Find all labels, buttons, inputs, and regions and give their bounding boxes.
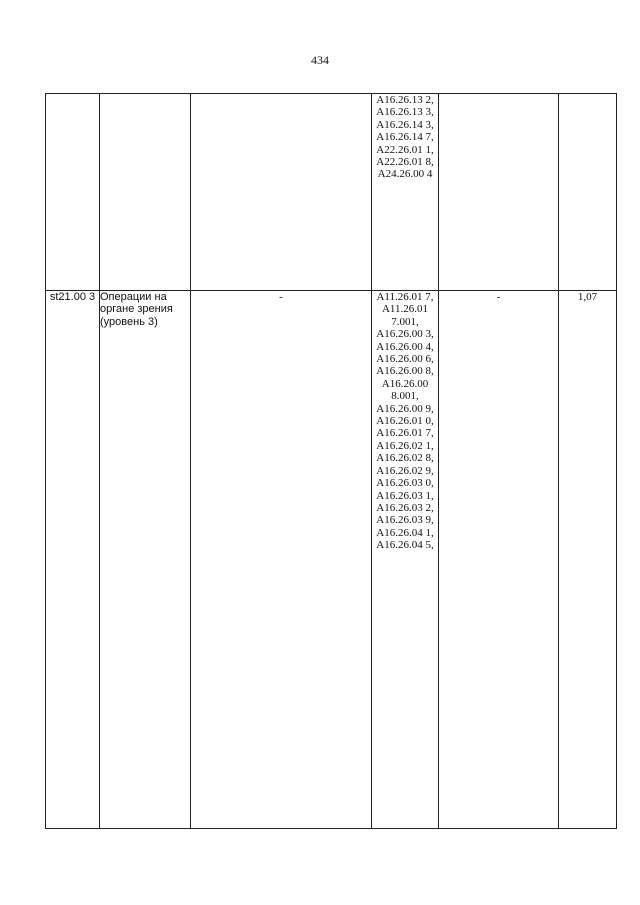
service-code: A16.26.01 0, bbox=[376, 415, 434, 428]
service-code: A16.26.03 0, bbox=[376, 477, 434, 490]
service-code: A16.26.13 3, bbox=[376, 106, 434, 119]
diagnosis-cell: - bbox=[191, 291, 372, 829]
diagnosis-cell bbox=[191, 94, 372, 291]
service-code: A16.26.03 1, bbox=[376, 489, 434, 502]
coefficient-cell bbox=[559, 94, 617, 291]
table-row bbox=[46, 94, 617, 291]
tariff-table bbox=[45, 93, 617, 829]
service-code: A16.26.00 9, bbox=[376, 402, 434, 415]
other-criteria-cell: - bbox=[439, 291, 559, 829]
code-cell bbox=[46, 94, 100, 291]
code-cell: st21.00 3 bbox=[46, 291, 100, 829]
service-code: A16.26.00 4, bbox=[376, 340, 434, 353]
service-code: A16.26.00 8, bbox=[376, 365, 434, 378]
service-code: A16.26.14 7, bbox=[376, 131, 434, 144]
service-code: A11.26.01 7, bbox=[376, 291, 434, 303]
service-code: A16.26.00 8.001, bbox=[381, 377, 429, 403]
other-criteria-cell bbox=[439, 94, 559, 291]
service-code: A11.26.01 7.001, bbox=[381, 303, 429, 328]
table-row bbox=[46, 291, 617, 829]
service-code: A16.26.01 7, bbox=[376, 427, 434, 440]
service-code: A16.26.04 1, bbox=[376, 526, 434, 539]
service-code: A16.26.02 8, bbox=[376, 452, 434, 465]
services-cell bbox=[372, 291, 439, 829]
service-code: A16.26.13 2, bbox=[376, 94, 434, 106]
service-code: A16.26.14 3, bbox=[376, 118, 434, 131]
service-code: A16.26.02 9, bbox=[376, 464, 434, 477]
name-cell bbox=[100, 94, 191, 291]
service-code: A16.26.00 3, bbox=[376, 328, 434, 341]
service-code: A22.26.01 1, bbox=[376, 143, 434, 156]
service-code: A16.26.03 9, bbox=[376, 514, 434, 527]
service-code: A16.26.04 5, bbox=[376, 539, 434, 552]
service-code: A22.26.01 8, bbox=[376, 156, 434, 169]
name-cell: Операции на органе зрения (уровень 3) bbox=[100, 291, 191, 829]
service-code: A16.26.02 1, bbox=[376, 439, 434, 452]
services-cell bbox=[372, 94, 439, 291]
service-code: A24.26.00 4 bbox=[377, 168, 433, 181]
service-code: A16.26.03 2, bbox=[376, 501, 434, 514]
page-number: 434 bbox=[311, 53, 329, 67]
coefficient-cell: 1,07 bbox=[559, 291, 617, 829]
service-code: A16.26.00 6, bbox=[376, 353, 434, 366]
